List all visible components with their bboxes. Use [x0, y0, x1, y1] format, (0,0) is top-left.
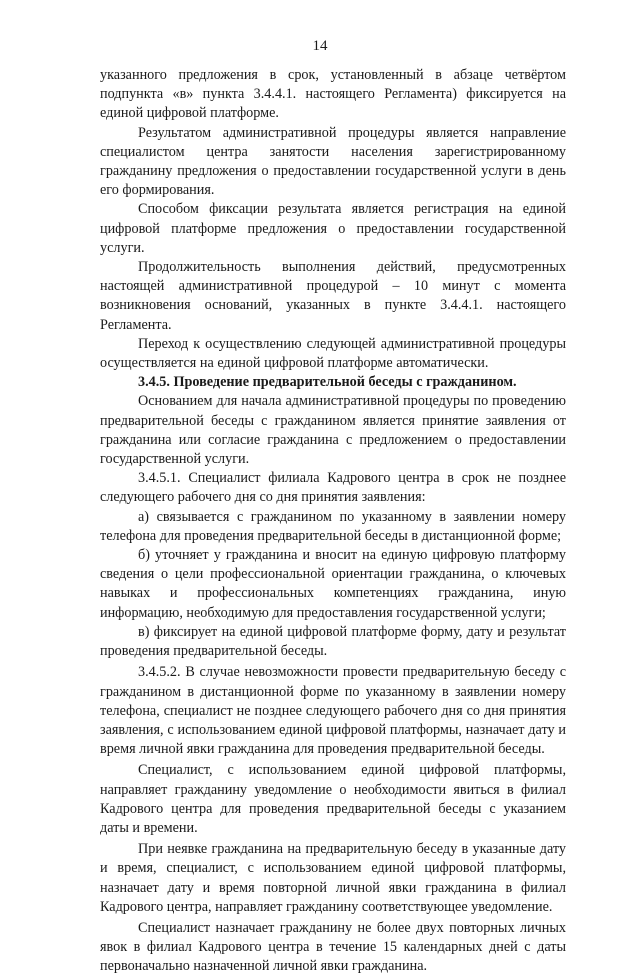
list-item-a: а) связывается с гражданином по указанному в заявлении номеру телефона для проведения предварительной беседы в дистанционной форме;	[100, 508, 566, 544]
document-body	[100, 66, 566, 977]
page-number: 14	[312, 38, 328, 54]
paragraph-no-show: При неявке гражданина на предварительную беседу в указанные дату и время, специалист, с использованием единой цифровой платформы, назначает дату и время повторной личной явки гражданина в филиал Кадрового центра, направляет гражданину соответствующее уведомление.	[100, 841, 566, 915]
section-heading-3-4-5: 3.4.5. Проведение предварительной беседы с гражданином.	[138, 374, 517, 391]
list-item-c: в) фиксирует на единой цифровой платформе форму, дату и результат проведения предварительной беседы.	[100, 623, 566, 660]
paragraph-3-4-5-2: 3.4.5.2. В случае невозможности провести предварительную беседу с гражданином в дистанционной форме по указанному в заявлении номеру телефона, специалист не позднее следующего рабочего дня со дня принятия заявления, с использованием единой цифровой платформы, назначает дату и время личной явки гражданина для проведения предварительной беседы.	[100, 664, 566, 758]
paragraph-grounds: Основанием для начала административной процедуры по проведению предварительной беседы с гражданином является принятие заявления от гражданина или согласие гражданина с предложением о предоставлении государственной услуги.	[100, 393, 566, 468]
paragraph-notification: Специалист, с использованием единой цифровой платформы, направляет гражданину уведомление о необходимости явиться в филиал Кадрового центра для проведения предварительной беседы с указанием даты и времени.	[100, 762, 566, 836]
paragraph-duration: Продолжительность выполнения действий, предусмотренных настоящей административной процедурой – 10 минут с момента возникновения оснований, указанных в пункте 3.4.4.1. настоящего Регламента.	[100, 259, 566, 333]
paragraph-result: Результатом административной процедуры является направление специалистом центра занятости населения зарегистрированному гражданину предложения о предоставлении государственной услуги в день его формирования.	[100, 124, 566, 199]
paragraph-fixation-method: Способом фиксации результата является регистрация на единой цифровой платформе предложения о предоставлении государственной услуги.	[100, 201, 566, 256]
paragraph-transition: Переход к осуществлению следующей административной процедуры осуществляется на единой цифровой платформе автоматически.	[100, 335, 566, 372]
paragraph-repeat-visits: Специалист назначает гражданину не более двух повторных личных явок в филиал Кадрового центра в течение 15 календарных дней с даты первоначально назначенной личной явки гражданина.	[100, 919, 566, 975]
list-item-b: б) уточняет у гражданина и вносит на единую цифровую платформу сведения о цели профессиональной ориентации гражданина, о ключевых навыках и профессиональных компетенциях гражданина, иную информацию, необходимую для предоставления государственной услуги;	[100, 547, 566, 621]
paragraph-continuation: указанного предложения в срок, установленный в абзаце четвёртом подпункта «в» пункта 3.4.4.1. настоящего Регламента) фиксируется на единой цифровой платформе.	[100, 67, 566, 122]
paragraph-3-4-5-1: 3.4.5.1. Специалист филиала Кадрового центра в срок не позднее следующего рабочего дня со дня принятия заявления:	[100, 470, 566, 506]
